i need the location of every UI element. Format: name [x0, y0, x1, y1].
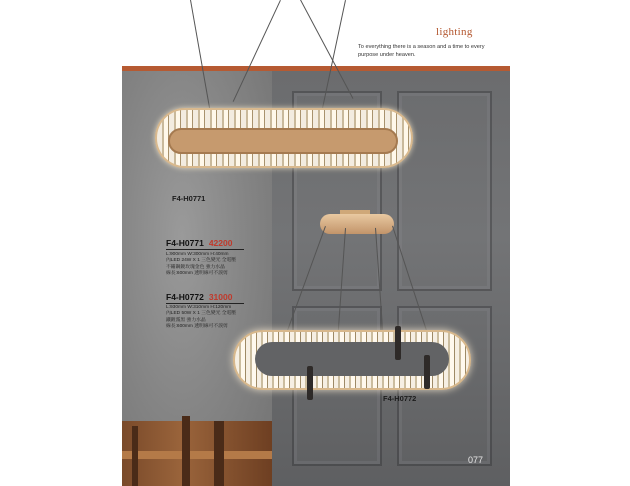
product-specs-2 [166, 305, 236, 331]
product-model-1 [166, 238, 232, 248]
spec-line: 線長:600mm 透明線可不淚剪 [166, 324, 228, 330]
ceiling-canopy [320, 214, 394, 234]
model-number: F4-H0772 [166, 292, 204, 302]
table-top [122, 451, 272, 459]
spec-line: 內LED 24W X 1 三色變光 全電壓 [166, 258, 237, 264]
price: 31000 [208, 292, 233, 302]
spec-line: L:930mm W:310mm H:120mm [166, 305, 232, 310]
chandelier-post [307, 366, 313, 400]
spec-line: 線長:600mm 透明線可不淚剪 [166, 271, 228, 277]
title-rule [166, 303, 244, 304]
spec-line: L:900mm W:300mm H:40mm [166, 252, 229, 257]
wall-panel [397, 91, 492, 291]
title-rule [166, 249, 244, 250]
chair-leg [132, 426, 138, 486]
brand-title: lighting [436, 26, 473, 38]
spec-line: 鐵鍍霧黑 強力水晶 [166, 317, 206, 323]
chandelier-h0771-base [168, 128, 398, 154]
page-number: 077 [468, 455, 484, 465]
product-caption: F4-H0771 [172, 194, 206, 203]
product-model-2 [166, 292, 232, 302]
chandelier-h0772-opening [255, 342, 449, 376]
spec-line: 內LED 50W X 1 三色變光 全電壓 [166, 311, 237, 317]
price: 42200 [208, 238, 233, 248]
chandelier-post [395, 326, 401, 360]
chair-leg [182, 416, 190, 486]
chandelier-post [424, 355, 430, 389]
tagline: To everything there is a season and a time to every purpose under heaven. [358, 44, 485, 58]
spec-line: 不鏽鋼鍍玫瑰金色 強力水晶 [166, 264, 225, 270]
chair-leg [214, 421, 224, 486]
product-specs-1 [166, 252, 236, 278]
model-number: F4-H0771 [166, 238, 204, 248]
product-caption: F4-H0772 [383, 394, 417, 403]
